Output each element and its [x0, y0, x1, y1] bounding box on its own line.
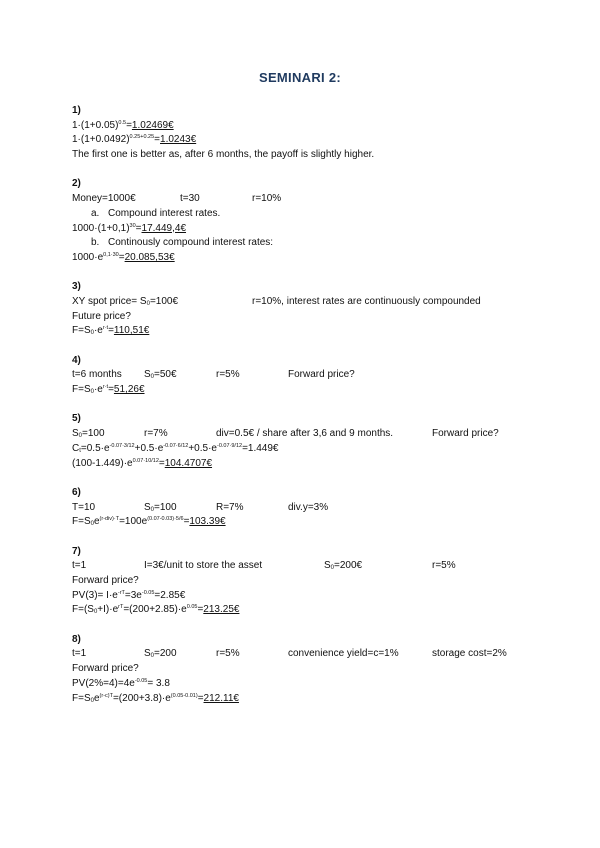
exercise-6-heading: 6) — [72, 486, 81, 498]
exercise-3-givens: XY spot price= $S_0=100€$ r=10%, interest rates are continuously compounded — [72, 295, 481, 307]
exercise-6-formula: $F=S_0e^{(r-div)\cdot T}=100e^{(0.07-0.03)\cdot 5/6}=103.39€$ — [72, 516, 226, 528]
page-title: SEMINARI 2: — [258, 70, 342, 85]
exercise-5-dividends-pv: $C_t=0.5\cdot e^{-0.07\cdot 3/12}+0.5\cdot e^{-0.07\cdot 6/12}+0.5\cdot e^{-0.07\cdot 9/12}=1.449€$ — [72, 442, 279, 454]
exercise-7-givens: t=1 I=3€/unit to store the asset $S_0=200€$ r=5% — [72, 560, 456, 572]
exercise-5-heading: 5) — [72, 413, 81, 425]
exercise-2-heading: 2) — [72, 178, 81, 190]
exercise-5-formula: $(100-1.449)\cdot e^{0.07\cdot 10/12}=104.4707€$ — [72, 457, 213, 469]
result-value: 212.11€ — [203, 692, 239, 704]
result-value: 20.085,53€ — [124, 251, 175, 263]
exercise-1-formula-2: $1\cdot(1+0.0492)^{0.25+0.25}=1.0243€$ — [72, 134, 197, 146]
exercise-8-heading: 8) — [72, 633, 81, 645]
result-value: 103.39€ — [189, 516, 226, 528]
exercise-8-question: Forward price? — [72, 663, 139, 675]
exercise-8-givens: t=1 $S_0=200$ r=5% convenience yield=c=1% storage cost=2% — [72, 648, 507, 660]
result-value: 104.4707€ — [164, 457, 213, 469]
result-value: 51,26€ — [113, 384, 145, 396]
exercise-8-formula: $F=S_0e^{(r-c)T}=(200+3.8)\cdot e^{(0.05-0.01)}=212.11€$ — [72, 692, 239, 704]
exercise-4-formula: $F=S_0\cdot e^{r\cdot t}=51,26€$ — [72, 384, 145, 396]
exercise-1-conclusion: The first one is better as, after 6 months, the payoff is slightly higher. — [72, 149, 375, 161]
exercise-3-question: Future price? — [72, 310, 131, 322]
exercise-1-heading: 1) — [72, 105, 81, 116]
exercise-2-formula-b: $1000\cdot e^{0,1\cdot 30}=20.085,53€$ — [72, 251, 175, 263]
exercise-3-heading: 3) — [72, 281, 81, 293]
exercise-7-question: Forward price? — [72, 575, 139, 586]
exercise-3-formula: $F=S_0\cdot e^{r\cdot t}=110,51€$ — [72, 325, 150, 337]
exercise-4-givens: t=6 months $S_0=50€$ r=5% Forward price? — [72, 369, 355, 381]
exercise-7-heading: 7) — [72, 545, 81, 557]
result-value: 110,51€ — [113, 325, 150, 337]
exercise-2-formula-a: $1000\cdot(1+0,1)^{30}=17.449,4€$ — [72, 222, 187, 234]
exercise-4-heading: 4) — [72, 354, 81, 366]
exercise-2-givens: Money=1000€ t=30 r=10% — [72, 193, 282, 205]
exercise-2-item-b: b. Continously compound interest rates: — [91, 237, 274, 249]
exercise-5-givens: $S_0=100$ r=7% div=0.5€ / share after 3,6 and 9 months. Forward price? — [72, 428, 499, 440]
result-value: 213.25€ — [203, 604, 240, 616]
exercise-6-givens: T=10 $S_0=100$ R=7% div.y=3% — [72, 501, 329, 513]
exercise-8-pv: $PV(2\%=4)=4e^{-0.05}= 3.8$ — [72, 677, 170, 689]
exercise-2-item-a: a. Compound interest rates. — [91, 207, 221, 219]
exercise-7-formula: $F=(S_0+I)\cdot e^{rT}=(200+2.85)\cdot e^{0.05}=213.25€$ — [72, 604, 240, 616]
result-value: 1.0243€ — [160, 134, 197, 146]
exercise-7-pv: $PV(3)= I\cdot e^{-rT}=3e^{-0.05}=2.85€$ — [72, 589, 186, 601]
result-value: 1.02469€ — [131, 119, 174, 131]
exercise-1-formula-1: $1\cdot(1+0.05)^{0.5}=1.02469€$ — [72, 119, 174, 131]
result-value: 17.449,4€ — [141, 222, 187, 234]
document-body — [72, 104, 552, 706]
